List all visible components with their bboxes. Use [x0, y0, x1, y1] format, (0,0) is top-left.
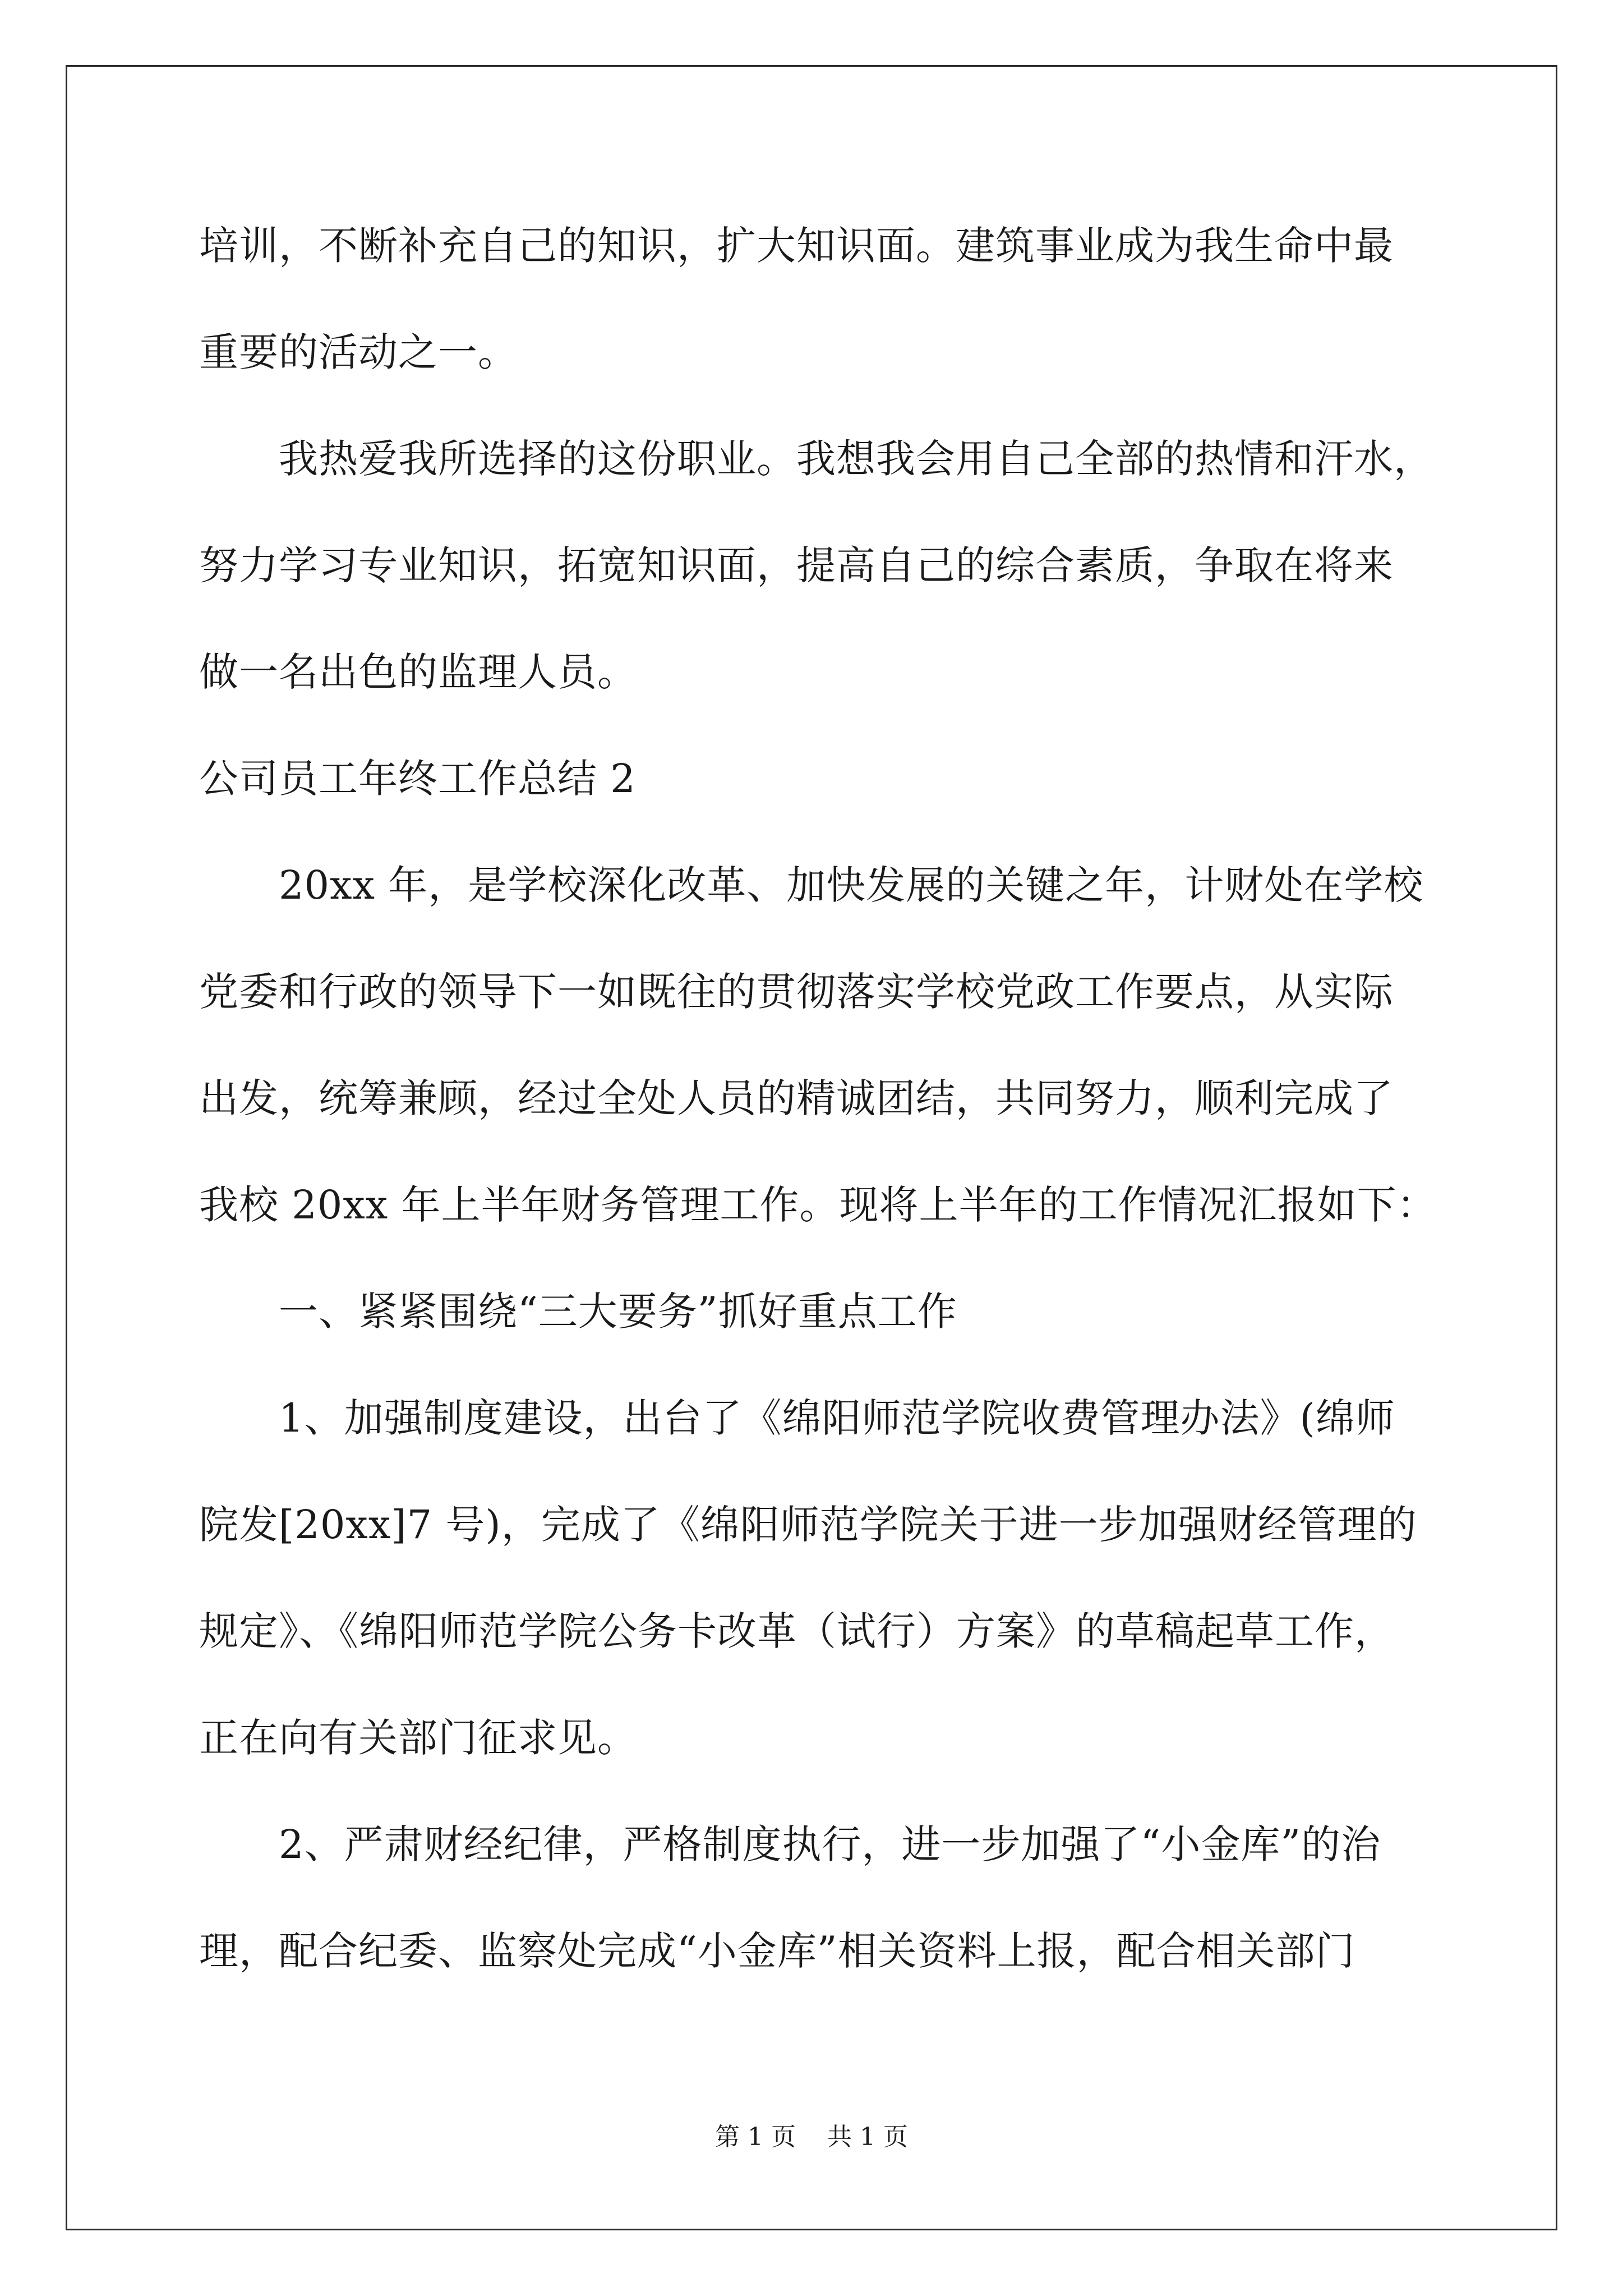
text-line: 努力学习专业知识，拓宽知识面，提高自己的综合素质，争取在将来	[199, 542, 1394, 588]
page-footer: 第 1 页 共 1 页	[715, 2123, 908, 2151]
text-line: 做一名出色的监理人员。	[199, 649, 637, 695]
text-line: 培训，不断补充自己的知识，扩大知识面。建筑事业成为我生命中最	[199, 223, 1394, 269]
subsection-heading: 一、紧紧围绕“三大要务”抓好重点工作	[279, 1289, 957, 1335]
text-line: 20xx 年，是学校深化改革、加快发展的关键之年，计财处在学校	[279, 862, 1424, 908]
text-line: 规定》、《绵阳师范学院公务卡改革（试行）方案》的草稿起草工作，	[199, 1608, 1394, 1654]
text-line: 1、加强制度建设，出台了《绵阳师范学院收费管理办法》(绵师	[279, 1395, 1395, 1441]
section-heading: 公司员工年终工作总结 2	[199, 756, 636, 802]
text-line: 正在向有关部门征求见。	[199, 1715, 637, 1761]
text-line: 党委和行政的领导下一如既往的贯彻落实学校党政工作要点，从实际	[199, 969, 1394, 1015]
text-line: 院发[20xx]7 号)，完成了《绵阳师范学院关于进一步加强财经管理的	[199, 1502, 1417, 1548]
text-line: 我校 20xx 年上半年财务管理工作。现将上半年的工作情况汇报如下：	[199, 1182, 1437, 1228]
text-line: 出发，统筹兼顾，经过全处人员的精诚团结，共同努力，顺利完成了	[199, 1075, 1394, 1121]
text-line: 我热爱我所选择的这份职业。我想我会用自己全部的热情和汗水，	[279, 436, 1433, 482]
text-line: 重要的活动之一。	[199, 329, 518, 375]
page-border	[66, 65, 1557, 2230]
text-line: 2、严肃财经纪律，严格制度执行，进一步加强了“小金库”的治	[279, 1821, 1381, 1867]
text-line: 理，配合纪委、监察处完成“小金库”相关资料上报，配合相关部门	[199, 1928, 1355, 1974]
